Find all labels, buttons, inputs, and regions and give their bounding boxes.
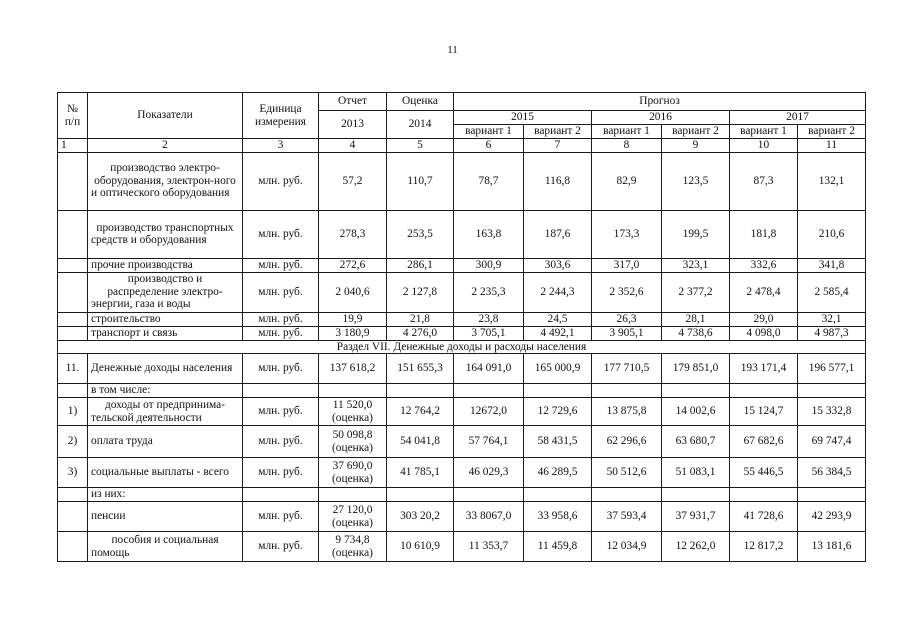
indicator-name: пенсии <box>88 502 243 532</box>
value-cell: 2 040,6 <box>319 272 387 312</box>
indicator-name: доходы от предпринима-тельской деятельности <box>88 398 243 426</box>
header-unit: Единица измерения <box>243 93 319 139</box>
unit-cell: млн. руб. <box>243 326 319 340</box>
column-number: 4 <box>319 139 387 153</box>
value-cell: 116,8 <box>524 152 592 210</box>
section-title: Раздел VII. Денежные доходы и расходы населения <box>58 340 866 354</box>
row-number <box>58 488 88 502</box>
unit-cell: млн. руб. <box>243 532 319 562</box>
value-cell: 46 029,3 <box>454 458 524 488</box>
value-cell: 56 384,5 <box>798 458 866 488</box>
header-report: Отчет <box>319 93 387 111</box>
row-number <box>58 326 88 340</box>
value-cell: 303 20,2 <box>387 502 454 532</box>
unit-cell: млн. руб. <box>243 312 319 326</box>
value-cell: 13 181,6 <box>798 532 866 562</box>
value-cell <box>662 488 730 502</box>
value-cell: 41 728,6 <box>730 502 798 532</box>
value-cell <box>524 384 592 398</box>
value-cell: 50 512,6 <box>592 458 662 488</box>
value-cell: 4 276,0 <box>387 326 454 340</box>
indicator-name: производство и распределение электро-энергии, газа и воды <box>88 272 243 312</box>
unit-cell: млн. руб. <box>243 354 319 384</box>
value-cell: 179 851,0 <box>662 354 730 384</box>
value-cell <box>454 488 524 502</box>
value-cell: 272,6 <box>319 258 387 272</box>
row-number <box>58 210 88 258</box>
header-variant: вариант 2 <box>798 125 866 139</box>
indicator-name: Денежные доходы населения <box>88 354 243 384</box>
value-cell: 2 585,4 <box>798 272 866 312</box>
table-row <box>58 312 866 326</box>
column-number: 1 <box>58 139 88 153</box>
value-cell: 82,9 <box>592 152 662 210</box>
value-cell: 2 352,6 <box>592 272 662 312</box>
value-cell: 165 000,9 <box>524 354 592 384</box>
value-cell: 4 098,0 <box>730 326 798 340</box>
value-cell: 323,1 <box>662 258 730 272</box>
value-cell: 12672,0 <box>454 398 524 426</box>
value-cell: 9 734,8 (оценка) <box>319 532 387 562</box>
value-cell <box>730 384 798 398</box>
indicator-name: из них: <box>88 488 243 502</box>
value-cell: 11 353,7 <box>454 532 524 562</box>
value-cell: 253,5 <box>387 210 454 258</box>
value-cell: 151 655,3 <box>387 354 454 384</box>
row-number <box>58 312 88 326</box>
column-number: 6 <box>454 139 524 153</box>
value-cell: 4 738,6 <box>662 326 730 340</box>
unit-cell: млн. руб. <box>243 272 319 312</box>
row-number <box>58 502 88 532</box>
value-cell: 163,8 <box>454 210 524 258</box>
value-cell: 181,8 <box>730 210 798 258</box>
value-cell: 27 120,0 (оценка) <box>319 502 387 532</box>
value-cell: 2 377,2 <box>662 272 730 312</box>
value-cell: 37 690,0 (оценка) <box>319 458 387 488</box>
value-cell: 10 610,9 <box>387 532 454 562</box>
value-cell <box>524 488 592 502</box>
value-cell: 87,3 <box>730 152 798 210</box>
row-number <box>58 258 88 272</box>
table-row <box>58 210 866 258</box>
row-number <box>58 152 88 210</box>
forecast-table <box>57 92 866 562</box>
indicator-name: пособия и социальная помощь <box>88 532 243 562</box>
unit-cell: млн. руб. <box>243 458 319 488</box>
row-number <box>58 272 88 312</box>
value-cell: 19,9 <box>319 312 387 326</box>
value-cell <box>319 488 387 502</box>
header-variant: вариант 2 <box>524 125 592 139</box>
value-cell <box>798 384 866 398</box>
value-cell: 196 577,1 <box>798 354 866 384</box>
row-number: 2) <box>58 426 88 458</box>
header-estimate: Оценка <box>387 93 454 111</box>
value-cell: 4 987,3 <box>798 326 866 340</box>
value-cell: 210,6 <box>798 210 866 258</box>
indicator-name: производство транспортных средств и оборудования <box>88 210 243 258</box>
value-cell <box>592 384 662 398</box>
value-cell: 2 478,4 <box>730 272 798 312</box>
value-cell: 2 244,3 <box>524 272 592 312</box>
value-cell: 37 931,7 <box>662 502 730 532</box>
unit-cell: млн. руб. <box>243 502 319 532</box>
table-row <box>58 532 866 562</box>
header-variant: вариант 2 <box>662 125 730 139</box>
unit-cell: млн. руб. <box>243 258 319 272</box>
header-year-2013: 2013 <box>319 111 387 139</box>
column-number: 11 <box>798 139 866 153</box>
column-number: 5 <box>387 139 454 153</box>
indicator-name: оплата труда <box>88 426 243 458</box>
header-year-2014: 2014 <box>387 111 454 139</box>
value-cell: 42 293,9 <box>798 502 866 532</box>
value-cell: 69 747,4 <box>798 426 866 458</box>
value-cell: 46 289,5 <box>524 458 592 488</box>
table-row <box>58 398 866 426</box>
value-cell: 57 764,1 <box>454 426 524 458</box>
row-number <box>58 532 88 562</box>
table-row <box>58 502 866 532</box>
value-cell <box>319 384 387 398</box>
table-row <box>58 258 866 272</box>
table-row <box>58 272 866 312</box>
indicator-name: транспорт и связь <box>88 326 243 340</box>
table-row <box>58 488 866 502</box>
value-cell: 12 817,2 <box>730 532 798 562</box>
indicator-name: производство электро-оборудования, электрон-ного и оптического оборудования <box>88 152 243 210</box>
row-number <box>58 384 88 398</box>
value-cell: 3 905,1 <box>592 326 662 340</box>
value-cell: 55 446,5 <box>730 458 798 488</box>
value-cell <box>387 488 454 502</box>
value-cell: 32,1 <box>798 312 866 326</box>
column-number: 10 <box>730 139 798 153</box>
row-number: 11. <box>58 354 88 384</box>
value-cell: 123,5 <box>662 152 730 210</box>
value-cell: 303,6 <box>524 258 592 272</box>
value-cell: 24,5 <box>524 312 592 326</box>
value-cell: 50 098,8 (оценка) <box>319 426 387 458</box>
header-year-2017: 2017 <box>730 111 866 125</box>
value-cell: 300,9 <box>454 258 524 272</box>
table-row <box>58 354 866 384</box>
page-number: 11 <box>447 44 458 56</box>
value-cell <box>662 384 730 398</box>
column-number: 2 <box>88 139 243 153</box>
value-cell: 12 262,0 <box>662 532 730 562</box>
table-row <box>58 426 866 458</box>
value-cell: 12 034,9 <box>592 532 662 562</box>
unit-cell: млн. руб. <box>243 426 319 458</box>
value-cell: 37 593,4 <box>592 502 662 532</box>
header-variant: вариант 1 <box>454 125 524 139</box>
header-year-2015: 2015 <box>454 111 592 125</box>
value-cell <box>798 488 866 502</box>
value-cell: 317,0 <box>592 258 662 272</box>
value-cell: 173,3 <box>592 210 662 258</box>
value-cell: 14 002,6 <box>662 398 730 426</box>
column-number: 9 <box>662 139 730 153</box>
value-cell: 177 710,5 <box>592 354 662 384</box>
value-cell: 4 492,1 <box>524 326 592 340</box>
value-cell: 332,6 <box>730 258 798 272</box>
value-cell: 12 729,6 <box>524 398 592 426</box>
value-cell: 51 083,1 <box>662 458 730 488</box>
value-cell: 26,3 <box>592 312 662 326</box>
value-cell: 137 618,2 <box>319 354 387 384</box>
value-cell: 11 520,0 (оценка) <box>319 398 387 426</box>
value-cell: 3 180,9 <box>319 326 387 340</box>
indicator-name: в том числе: <box>88 384 243 398</box>
value-cell: 33 8067,0 <box>454 502 524 532</box>
value-cell: 11 459,8 <box>524 532 592 562</box>
value-cell <box>387 384 454 398</box>
header-variant: вариант 1 <box>730 125 798 139</box>
value-cell: 57,2 <box>319 152 387 210</box>
indicator-name: прочие производства <box>88 258 243 272</box>
header-variant: вариант 1 <box>592 125 662 139</box>
value-cell: 193 171,4 <box>730 354 798 384</box>
value-cell: 28,1 <box>662 312 730 326</box>
value-cell: 2 235,3 <box>454 272 524 312</box>
unit-cell <box>243 488 319 502</box>
value-cell: 110,7 <box>387 152 454 210</box>
value-cell: 13 875,8 <box>592 398 662 426</box>
column-number: 3 <box>243 139 319 153</box>
value-cell: 2 127,8 <box>387 272 454 312</box>
column-number: 7 <box>524 139 592 153</box>
value-cell: 199,5 <box>662 210 730 258</box>
value-cell: 33 958,6 <box>524 502 592 532</box>
header-forecast: Прогноз <box>454 93 866 111</box>
value-cell: 15 332,8 <box>798 398 866 426</box>
indicator-name: строительство <box>88 312 243 326</box>
table-row <box>58 152 866 210</box>
value-cell: 67 682,6 <box>730 426 798 458</box>
value-cell: 23,8 <box>454 312 524 326</box>
value-cell: 187,6 <box>524 210 592 258</box>
indicator-name: социальные выплаты - всего <box>88 458 243 488</box>
value-cell: 12 764,2 <box>387 398 454 426</box>
value-cell: 78,7 <box>454 152 524 210</box>
unit-cell: млн. руб. <box>243 398 319 426</box>
value-cell: 21,8 <box>387 312 454 326</box>
value-cell: 15 124,7 <box>730 398 798 426</box>
table-row <box>58 326 866 340</box>
value-cell: 164 091,0 <box>454 354 524 384</box>
value-cell: 58 431,5 <box>524 426 592 458</box>
value-cell: 341,8 <box>798 258 866 272</box>
header-indicator: Показатели <box>88 93 243 139</box>
value-cell: 278,3 <box>319 210 387 258</box>
table-row <box>58 384 866 398</box>
value-cell <box>592 488 662 502</box>
unit-cell: млн. руб. <box>243 152 319 210</box>
value-cell: 41 785,1 <box>387 458 454 488</box>
value-cell: 286,1 <box>387 258 454 272</box>
value-cell: 63 680,7 <box>662 426 730 458</box>
row-number: 1) <box>58 398 88 426</box>
value-cell: 62 296,6 <box>592 426 662 458</box>
row-number: 3) <box>58 458 88 488</box>
unit-cell: млн. руб. <box>243 210 319 258</box>
column-number: 8 <box>592 139 662 153</box>
header-year-2016: 2016 <box>592 111 730 125</box>
value-cell <box>454 384 524 398</box>
value-cell <box>730 488 798 502</box>
value-cell: 29,0 <box>730 312 798 326</box>
header-num: № п/п <box>58 93 88 139</box>
value-cell: 3 705,1 <box>454 326 524 340</box>
table-row <box>58 458 866 488</box>
unit-cell <box>243 384 319 398</box>
value-cell: 54 041,8 <box>387 426 454 458</box>
value-cell: 132,1 <box>798 152 866 210</box>
